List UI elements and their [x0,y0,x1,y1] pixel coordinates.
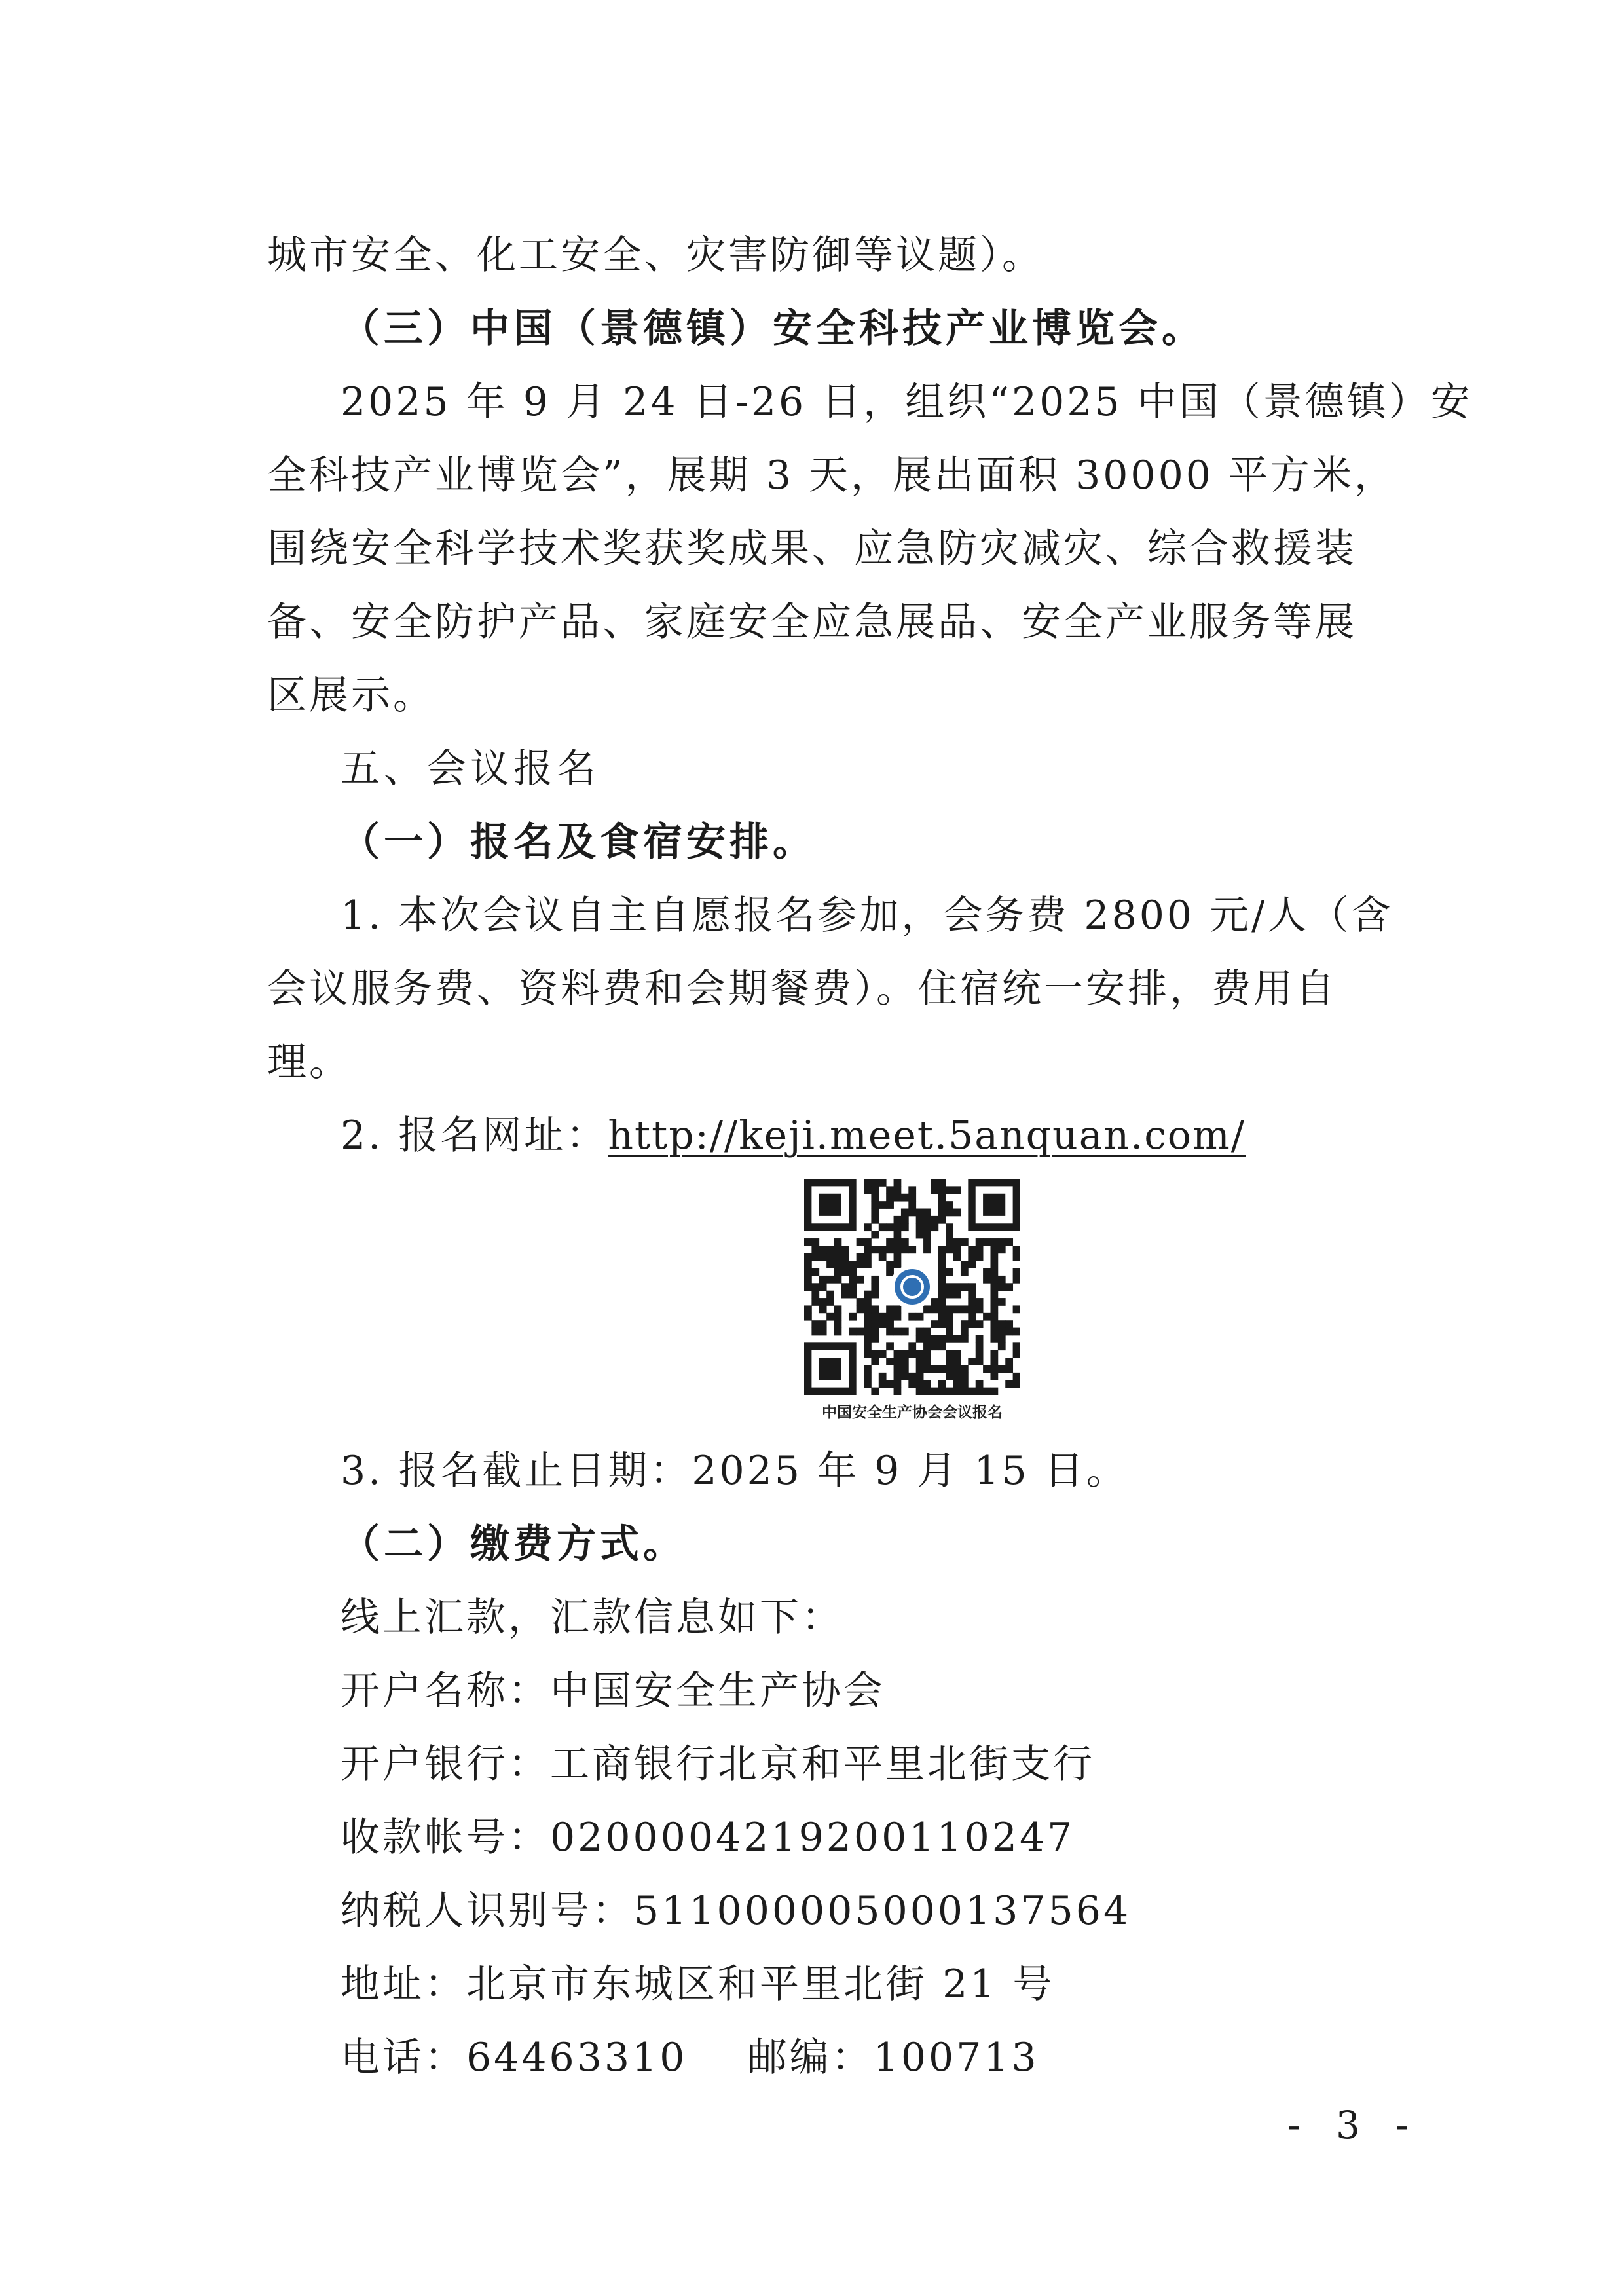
text-line-3: 2025 年 9 月 24 日-26 日，组织“2025 中国（景德镇）安 [341,379,1473,425]
text-line-address: 地址：北京市东城区和平里北街 21 号 [341,1961,1055,2007]
qr-caption: 中国安全生产协会会议报名 [822,1404,1003,1421]
text-line-remit-intro: 线上汇款，汇款信息如下： [341,1595,843,1640]
qr-code-graphic [804,1179,1020,1395]
text-line-bank: 开户银行：工商银行北京和平里北街支行 [341,1741,1095,1787]
text-line-6: 备、安全防护产品、家庭安全应急展品、安全产业服务等展 [267,599,1357,645]
registration-url-link[interactable]: http://keji.meet.5anquan.com/ [608,1113,1246,1158]
chapter-heading-5: 五、会议报名 [341,746,600,792]
section-heading-1: （一）报名及食宿安排。 [341,819,816,865]
text-line-account-number: 收款帐号：0200004219200110247 [341,1815,1075,1861]
text-line-4: 全科技产业博览会”，展期 3 天，展出面积 30000 平方米， [267,453,1397,498]
page-number: - 3 - [1287,2103,1420,2147]
text-line-tax-id: 纳税人识别号：511000005000137564 [341,1888,1132,1934]
text-line-10: 1. 本次会议自主自愿报名参加，会务费 2800 元/人（含 [341,893,1393,938]
section-heading-3: （三）中国（景德镇）安全科技产业博览会。 [341,306,1205,352]
text-line-account-name: 开户名称：中国安全生产协会 [341,1668,885,1714]
registration-url-prefix: 2. 报名网址： [341,1113,608,1158]
text-line-1: 城市安全、化工安全、灾害防御等议题）。 [267,232,1044,278]
text-line-5: 围绕安全科学技术奖获奖成果、应急防灾减灾、综合救援装 [267,526,1357,572]
registration-url-line [341,1109,1246,1162]
section-heading-2: （二）缴费方式。 [341,1521,686,1567]
text-line-7: 区展示。 [267,673,435,718]
text-line-deadline: 3. 报名截止日期：2025 年 9 月 15 日。 [341,1448,1128,1494]
registration-qr-code[interactable] [804,1179,1020,1395]
text-line-phone-postcode: 电话：64463310 邮编：100713 [341,2035,1039,2081]
text-line-12: 理。 [267,1039,351,1085]
text-line-11: 会议服务费、资料费和会期餐费）。住宿统一安排，费用自 [267,966,1337,1012]
